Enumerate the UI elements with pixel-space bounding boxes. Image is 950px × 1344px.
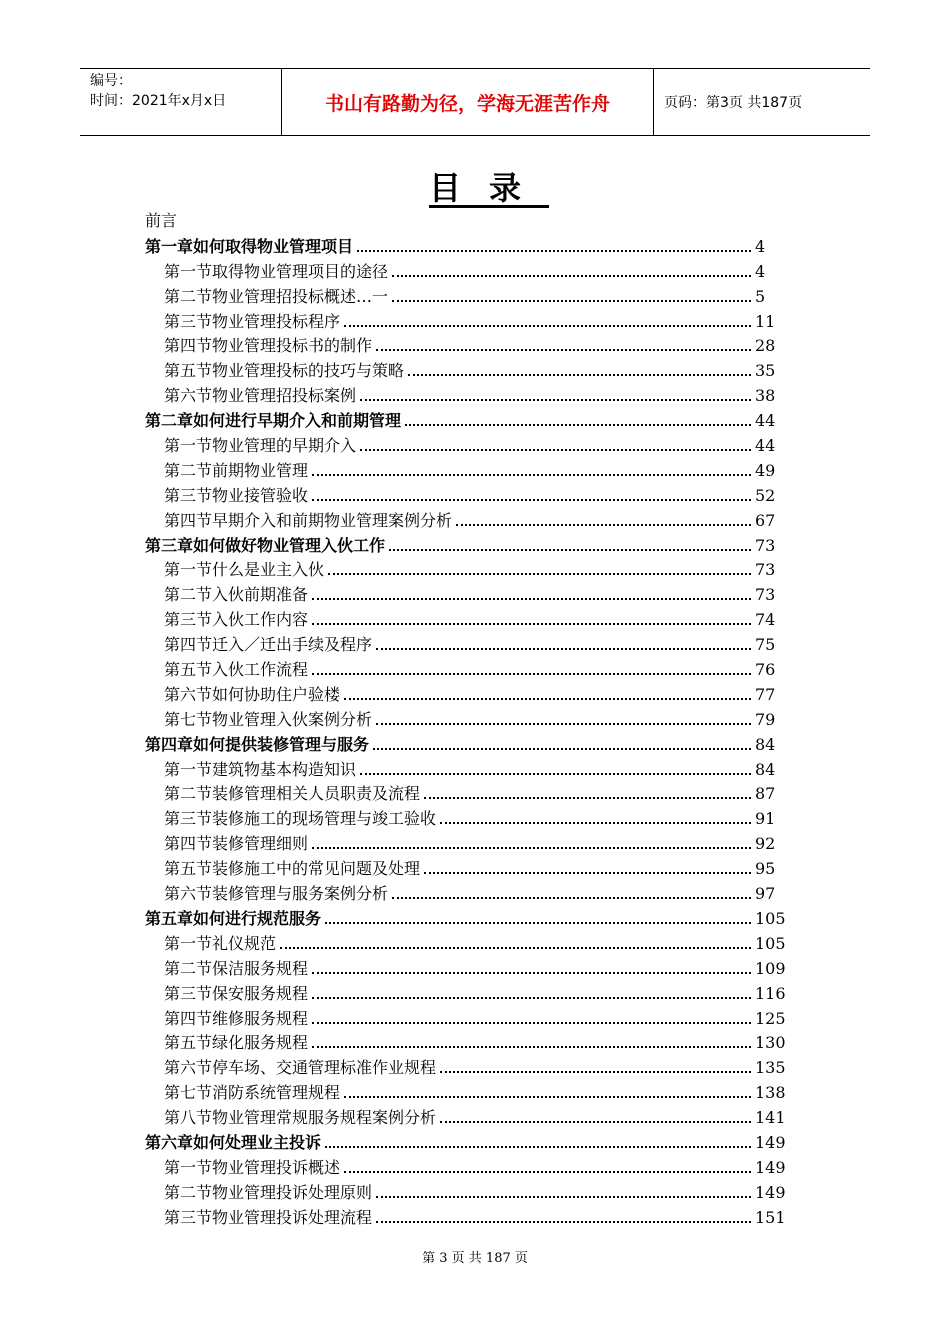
toc-entry-title: 第六节装修管理与服务案例分析 <box>164 884 389 904</box>
dot-leader <box>376 349 751 351</box>
toc-entry-title: 第三节保安服务规程 <box>164 983 309 1003</box>
toc-page-number: 95 <box>755 859 776 879</box>
toc-page-number: 77 <box>755 684 776 704</box>
toc-title: 目录 <box>428 169 549 207</box>
dot-leader <box>344 325 751 327</box>
dot-leader <box>389 549 751 551</box>
dot-leader <box>440 1071 751 1073</box>
toc-entry-title: 第三节入伙工作内容 <box>164 610 309 630</box>
toc-section-entry[interactable] <box>145 1079 795 1104</box>
toc-entry-title: 第五节装修施工中的常见问题及处理 <box>164 859 421 879</box>
toc-section-entry[interactable] <box>145 357 795 382</box>
toc-entry-title: 第三节装修施工的现场管理与竣工验收 <box>164 809 437 829</box>
dot-leader <box>312 972 751 974</box>
toc-page-number: 5 <box>755 286 766 306</box>
toc-entry-title: 第二节物业管理招投标概述…一 <box>164 286 389 306</box>
toc-section-entry[interactable] <box>145 457 795 482</box>
code-label: 编号： <box>90 73 132 89</box>
toc-chapter-entry[interactable] <box>145 731 795 756</box>
toc-entry-title: 第四节早期介入和前期物业管理案例分析 <box>164 510 453 530</box>
toc-section-entry[interactable] <box>145 333 795 358</box>
toc-page-number: 75 <box>755 635 776 655</box>
toc-section-entry[interactable] <box>145 283 795 308</box>
dot-leader <box>392 275 751 277</box>
toc-page-number: 49 <box>755 460 776 480</box>
page-footer: 第 3 页 共 187 页 <box>422 1251 528 1266</box>
dot-leader <box>325 1146 751 1148</box>
dot-leader <box>360 449 751 451</box>
toc-section-entry[interactable] <box>145 855 795 880</box>
dot-leader <box>392 300 751 302</box>
toc-entry-title: 第三节物业接管验收 <box>164 485 309 505</box>
dot-leader <box>392 897 751 899</box>
toc-page-number: 4 <box>755 261 766 281</box>
toc-entry-title: 第三节物业管理投标程序 <box>164 311 341 331</box>
toc-entry-title: 第四节维修服务规程 <box>164 1008 309 1028</box>
toc-chapter-entry[interactable] <box>145 532 795 557</box>
dot-leader <box>376 648 751 650</box>
toc-section-entry[interactable] <box>145 581 795 606</box>
toc-section-entry[interactable] <box>145 805 795 830</box>
dot-leader <box>312 623 751 625</box>
toc-section-entry[interactable] <box>145 756 795 781</box>
dot-leader <box>280 947 751 949</box>
toc-section-entry[interactable] <box>145 482 795 507</box>
toc-page-number: 141 <box>755 1108 786 1128</box>
dot-leader <box>440 1121 751 1123</box>
toc-page-number: 73 <box>755 560 776 580</box>
toc-section-entry[interactable] <box>145 980 795 1005</box>
toc-entry-title: 第六章如何处理业主投诉 <box>145 1132 322 1152</box>
toc-entry-title: 第一节物业管理投诉概述 <box>164 1157 341 1177</box>
toc-page-number: 44 <box>755 436 776 456</box>
toc-page-number: 73 <box>755 585 776 605</box>
dot-leader <box>312 598 751 600</box>
toc-section-entry[interactable] <box>145 557 795 582</box>
toc-chapter-entry[interactable] <box>145 1129 795 1154</box>
toc-entry-title: 第一节物业管理的早期介入 <box>164 436 357 456</box>
toc-page-number: 67 <box>755 510 776 530</box>
toc-section-entry[interactable] <box>145 1104 795 1129</box>
dot-leader <box>344 1096 751 1098</box>
toc-section-entry[interactable] <box>145 955 795 980</box>
header-page-info: 页码：第3页 共187页 <box>664 95 803 111</box>
toc-page-number: 91 <box>755 809 776 829</box>
header-meta <box>80 69 282 135</box>
toc-entry-title: 第五章如何进行规范服务 <box>145 908 322 928</box>
toc-entry-title: 第六节停车场、交通管理标准作业规程 <box>164 1058 437 1078</box>
toc-entry-title: 第一节建筑物基本构造知识 <box>164 759 357 779</box>
toc-entry-title: 第六节物业管理招投标案例 <box>164 386 357 406</box>
toc-entry-title: 第七节消防系统管理规程 <box>164 1083 341 1103</box>
dot-leader <box>373 748 751 750</box>
preface-entry[interactable]: 前言 <box>145 211 178 230</box>
table-of-contents <box>145 233 795 1229</box>
dot-leader <box>344 698 751 700</box>
toc-section-entry[interactable] <box>145 1005 795 1030</box>
toc-section-entry[interactable] <box>145 631 795 656</box>
toc-entry-title: 第七节物业管理入伙案例分析 <box>164 709 373 729</box>
toc-page-number: 44 <box>755 411 776 431</box>
toc-entry-title: 第二节装修管理相关人员职责及流程 <box>164 784 421 804</box>
toc-page-number: 74 <box>755 610 776 630</box>
toc-section-entry[interactable] <box>145 308 795 333</box>
toc-section-entry[interactable] <box>145 781 795 806</box>
toc-section-entry[interactable] <box>145 656 795 681</box>
date-line: 时间：2021年x月x日 <box>90 93 227 109</box>
toc-page-number: 105 <box>755 908 786 928</box>
dot-leader <box>312 499 751 501</box>
toc-entry-title: 第一节礼仪规范 <box>164 933 277 953</box>
toc-entry-title: 第二节入伙前期准备 <box>164 585 309 605</box>
toc-entry-title: 第二章如何进行早期介入和前期管理 <box>145 411 402 431</box>
toc-section-entry[interactable] <box>145 1154 795 1179</box>
toc-section-entry[interactable] <box>145 606 795 631</box>
toc-page-number: 11 <box>755 311 776 331</box>
dot-leader <box>376 1196 751 1198</box>
toc-page-number: 138 <box>755 1083 786 1103</box>
toc-entry-title: 第一章如何取得物业管理项目 <box>145 236 354 256</box>
toc-entry-title: 第五节入伙工作流程 <box>164 660 309 680</box>
toc-page-number: 84 <box>755 759 776 779</box>
toc-page-number: 84 <box>755 734 776 754</box>
toc-page-number: 87 <box>755 784 776 804</box>
toc-page-number: 52 <box>755 485 776 505</box>
dot-leader <box>357 250 751 252</box>
toc-section-entry[interactable] <box>145 681 795 706</box>
toc-page-number: 35 <box>755 361 776 381</box>
toc-page-number: 135 <box>755 1058 786 1078</box>
toc-entry-title: 第六节如何协助住户验楼 <box>164 684 341 704</box>
dot-leader <box>312 1022 751 1024</box>
dot-leader <box>405 424 751 426</box>
dot-leader <box>312 1046 751 1048</box>
toc-section-entry[interactable] <box>145 382 795 407</box>
document-header <box>80 68 870 136</box>
toc-page-number: 149 <box>755 1157 786 1177</box>
toc-section-entry[interactable] <box>145 1054 795 1079</box>
dot-leader <box>344 1171 751 1173</box>
toc-page-number: 76 <box>755 660 776 680</box>
dot-leader <box>456 524 751 526</box>
toc-entry-title: 第三章如何做好物业管理入伙工作 <box>145 535 386 555</box>
header-motto: 书山有路勤为径，学海无涯苦作舟 <box>282 69 654 135</box>
toc-page-number: 28 <box>755 336 776 356</box>
toc-page-number: 149 <box>755 1132 786 1152</box>
toc-page-number: 97 <box>755 884 776 904</box>
toc-chapter-entry[interactable] <box>145 905 795 930</box>
dot-leader <box>312 673 751 675</box>
toc-section-entry[interactable] <box>145 1179 795 1204</box>
toc-section-entry[interactable] <box>145 258 795 283</box>
toc-entry-title: 第八节物业管理常规服务规程案例分析 <box>164 1108 437 1128</box>
toc-page-number: 79 <box>755 709 776 729</box>
toc-entry-title: 第二节物业管理投诉处理原则 <box>164 1182 373 1202</box>
toc-page-number: 105 <box>755 933 786 953</box>
toc-page-number: 4 <box>755 236 766 256</box>
toc-page-number: 130 <box>755 1033 786 1053</box>
dot-leader <box>360 399 751 401</box>
toc-entry-title: 第二节保洁服务规程 <box>164 958 309 978</box>
toc-entry-title: 第二节前期物业管理 <box>164 460 309 480</box>
toc-page-number: 92 <box>755 834 776 854</box>
toc-entry-title: 第四节物业管理投标书的制作 <box>164 336 373 356</box>
toc-entry-title: 第四章如何提供装修管理与服务 <box>145 734 370 754</box>
toc-chapter-entry[interactable] <box>145 233 795 258</box>
toc-section-entry[interactable] <box>145 1030 795 1055</box>
dot-leader <box>312 474 751 476</box>
toc-page-number: 125 <box>755 1008 786 1028</box>
toc-entry-title: 第五节物业管理投标的技巧与策略 <box>164 361 405 381</box>
toc-section-entry[interactable] <box>145 930 795 955</box>
toc-entry-title: 第四节迁入／迁出手续及程序 <box>164 635 373 655</box>
toc-page-number: 109 <box>755 958 786 978</box>
toc-section-entry[interactable] <box>145 507 795 532</box>
toc-section-entry[interactable] <box>145 830 795 855</box>
dot-leader <box>376 1221 751 1223</box>
toc-page-number: 149 <box>755 1182 786 1202</box>
toc-section-entry[interactable] <box>145 1204 795 1229</box>
toc-page-number: 38 <box>755 386 776 406</box>
dot-leader <box>424 797 751 799</box>
dot-leader <box>360 773 751 775</box>
dot-leader <box>328 573 751 575</box>
dot-leader <box>312 847 751 849</box>
toc-entry-title: 第四节装修管理细则 <box>164 834 309 854</box>
toc-entry-title: 第三节物业管理投诉处理流程 <box>164 1207 373 1227</box>
toc-page-number: 116 <box>755 983 786 1003</box>
toc-entry-title: 第一节取得物业管理项目的途径 <box>164 261 389 281</box>
toc-entry-title: 第一节什么是业主入伙 <box>164 560 325 580</box>
toc-section-entry[interactable] <box>145 706 795 731</box>
toc-entry-title: 第五节绿化服务规程 <box>164 1033 309 1053</box>
dot-leader <box>408 374 751 376</box>
dot-leader <box>424 872 751 874</box>
dot-leader <box>312 997 751 999</box>
toc-page-number: 73 <box>755 535 776 555</box>
toc-section-entry[interactable] <box>145 880 795 905</box>
toc-section-entry[interactable] <box>145 432 795 457</box>
dot-leader <box>376 723 751 725</box>
dot-leader <box>440 822 751 824</box>
dot-leader <box>325 922 751 924</box>
toc-chapter-entry[interactable] <box>145 407 795 432</box>
toc-page-number: 151 <box>755 1207 786 1227</box>
